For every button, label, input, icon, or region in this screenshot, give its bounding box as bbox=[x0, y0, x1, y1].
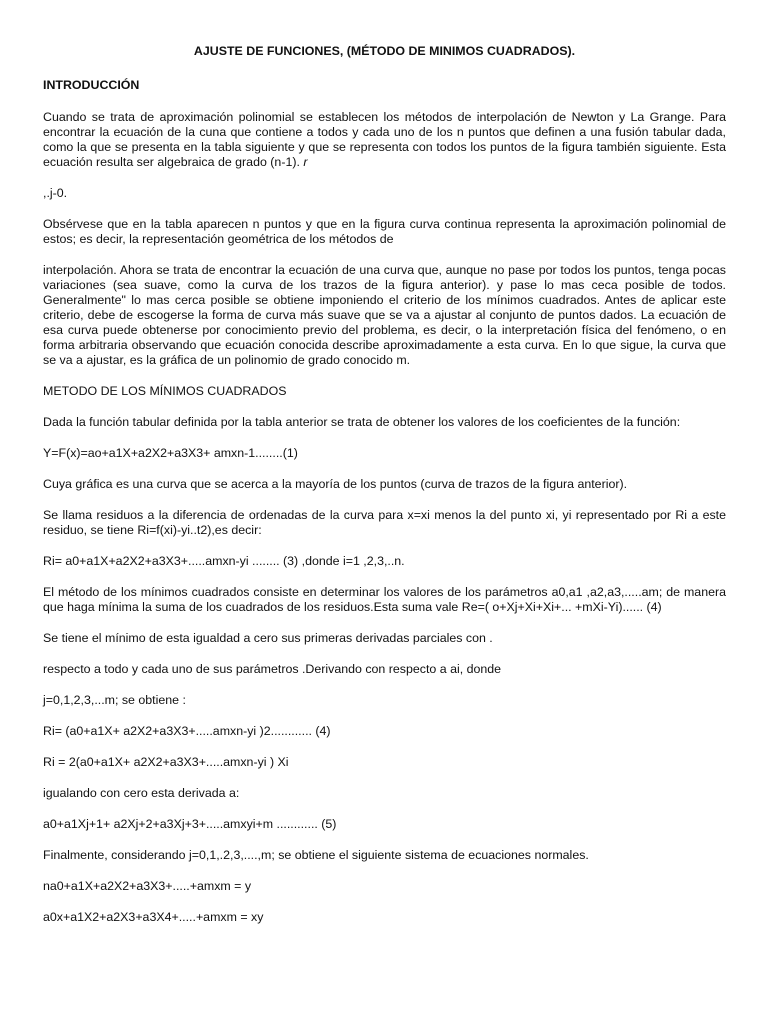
paragraph-intro-text: Cuando se trata de aproximación polinomial se establecen los métodos de interpolación de Newton y La Grange. Para encontrar la ecuación de la cuna que contiene a todos y cada uno de los n puntos que definen a una fusión tabular dada, como la que se presenta en la tabla siguiente y que se representa con todos los puntos de la figura también siguiente. Esta ecuación resulta ser algebraica de grado (n-1). bbox=[43, 110, 726, 169]
equation-6: na0+a1X+a2X2+a3X3+.....+amxm = y bbox=[43, 879, 252, 893]
document-title: AJUSTE DE FUNCIONES, (MÉTODO DE MINIMOS CUADRADOS). bbox=[193, 44, 576, 58]
paragraph-observe: Obsérvese que en la tabla aparecen n puntos y que en la figura curva continua representa la aproximación polinomial de estos; es decir, la representación geométrica de los métodos de bbox=[43, 217, 726, 246]
paragraph-index: j=0,1,2,3,...m; se obtiene : bbox=[43, 693, 186, 707]
paragraph-least-squares: El método de los mínimos cuadrados consiste en determinar los valores de los parámetros a0,a1 ,a2,a3,.....am; de manera que haga mínima la suma de los cuadrados de los residuos.Esta suma vale Re=( o+Xj+Xi+Xi+... +mXi-Yi)...... (4) bbox=[43, 585, 726, 614]
intro-heading: INTRODUCCIÓN bbox=[43, 78, 140, 92]
paragraph-equating: igualando con cero esta derivada a: bbox=[43, 786, 240, 800]
equation-4: Ri= (a0+a1X+ a2X2+a3X3+.....amxn-yi )2............ (4) bbox=[43, 724, 331, 738]
equation-4b: Ri = 2(a0+a1X+ a2X2+a3X3+.....amxn-yi ) Xi bbox=[43, 755, 289, 769]
paragraph-normal-equations: Finalmente, considerando j=0,1,.2,3,....,m; se obtiene el siguiente sistema de ecuaciones normales. bbox=[43, 848, 589, 862]
paragraph-residuals: Se llama residuos a la diferencia de ordenadas de la curva para x=xi menos la del punto xi, yi representado por Ri a este residuo, se tiene Ri=f(xi)-yi..t2),es decir: bbox=[43, 508, 726, 537]
method-heading: METODO DE LOS MÍNIMOS CUADRADOS bbox=[43, 384, 287, 398]
paragraph-minimum: Se tiene el mínimo de esta igualdad a cero sus primeras derivadas parciales con . bbox=[43, 631, 493, 645]
paragraph-intro-italic: r bbox=[303, 155, 308, 169]
paragraph-intro bbox=[43, 110, 726, 170]
paragraph-tabular-function: Dada la función tabular definida por la tabla anterior se trata de obtener los valores de los coeficientes de la función: bbox=[43, 415, 681, 429]
paragraph-graph: Cuya gráfica es una curva que se acerca a la mayoría de los puntos (curva de trazos de la figura anterior). bbox=[43, 477, 628, 491]
paragraph-interpolation: interpolación. Ahora se trata de encontrar la ecuación de una curva que, aunque no pase por todos los puntos, tenga pocas variaciones (sea suave, como la curva de los trazos de la figura anterior). y pase lo mas ceca posible de todos. Generalmente" lo mas cerca posible se obtiene imponiendo el criterio de los mínimos cuadrados. Antes de aplicar este criterio, debe de escogerse la forma de curva más suave que se va a ajustar al conjunto de puntos dados. La ecuación de esa curva puede obtenerse por conocimiento previo del problema, es decir, o la interpretación física del fenómeno, o en forma arbitraria observando que ecuación conocida describe aproximadamente a esta curva. En lo que sigue, la curva que se va a ajustar, es la gráfica de un polinomio de grado conocido m. bbox=[43, 263, 726, 367]
equation-5: a0+a1Xj+1+ a2Xj+2+a3Xj+3+.....amxyi+m ............ (5) bbox=[43, 817, 337, 831]
paragraph-derivative: respecto a todo y cada uno de sus parámetros .Derivando con respecto a ai, donde bbox=[43, 662, 502, 676]
equation-1: Y=F(x)=ao+a1X+a2X2+a3X3+ amxn-1........(1) bbox=[43, 446, 298, 460]
paragraph-fragment: ,.j-0. bbox=[43, 186, 68, 200]
equation-3: Ri= a0+a1X+a2X2+a3X3+.....amxn-yi ........ (3) ,donde i=1 ,2,3,..n. bbox=[43, 554, 405, 568]
equation-7: a0x+a1X2+a2X3+a3X4+.....+amxm = xy bbox=[43, 910, 264, 924]
